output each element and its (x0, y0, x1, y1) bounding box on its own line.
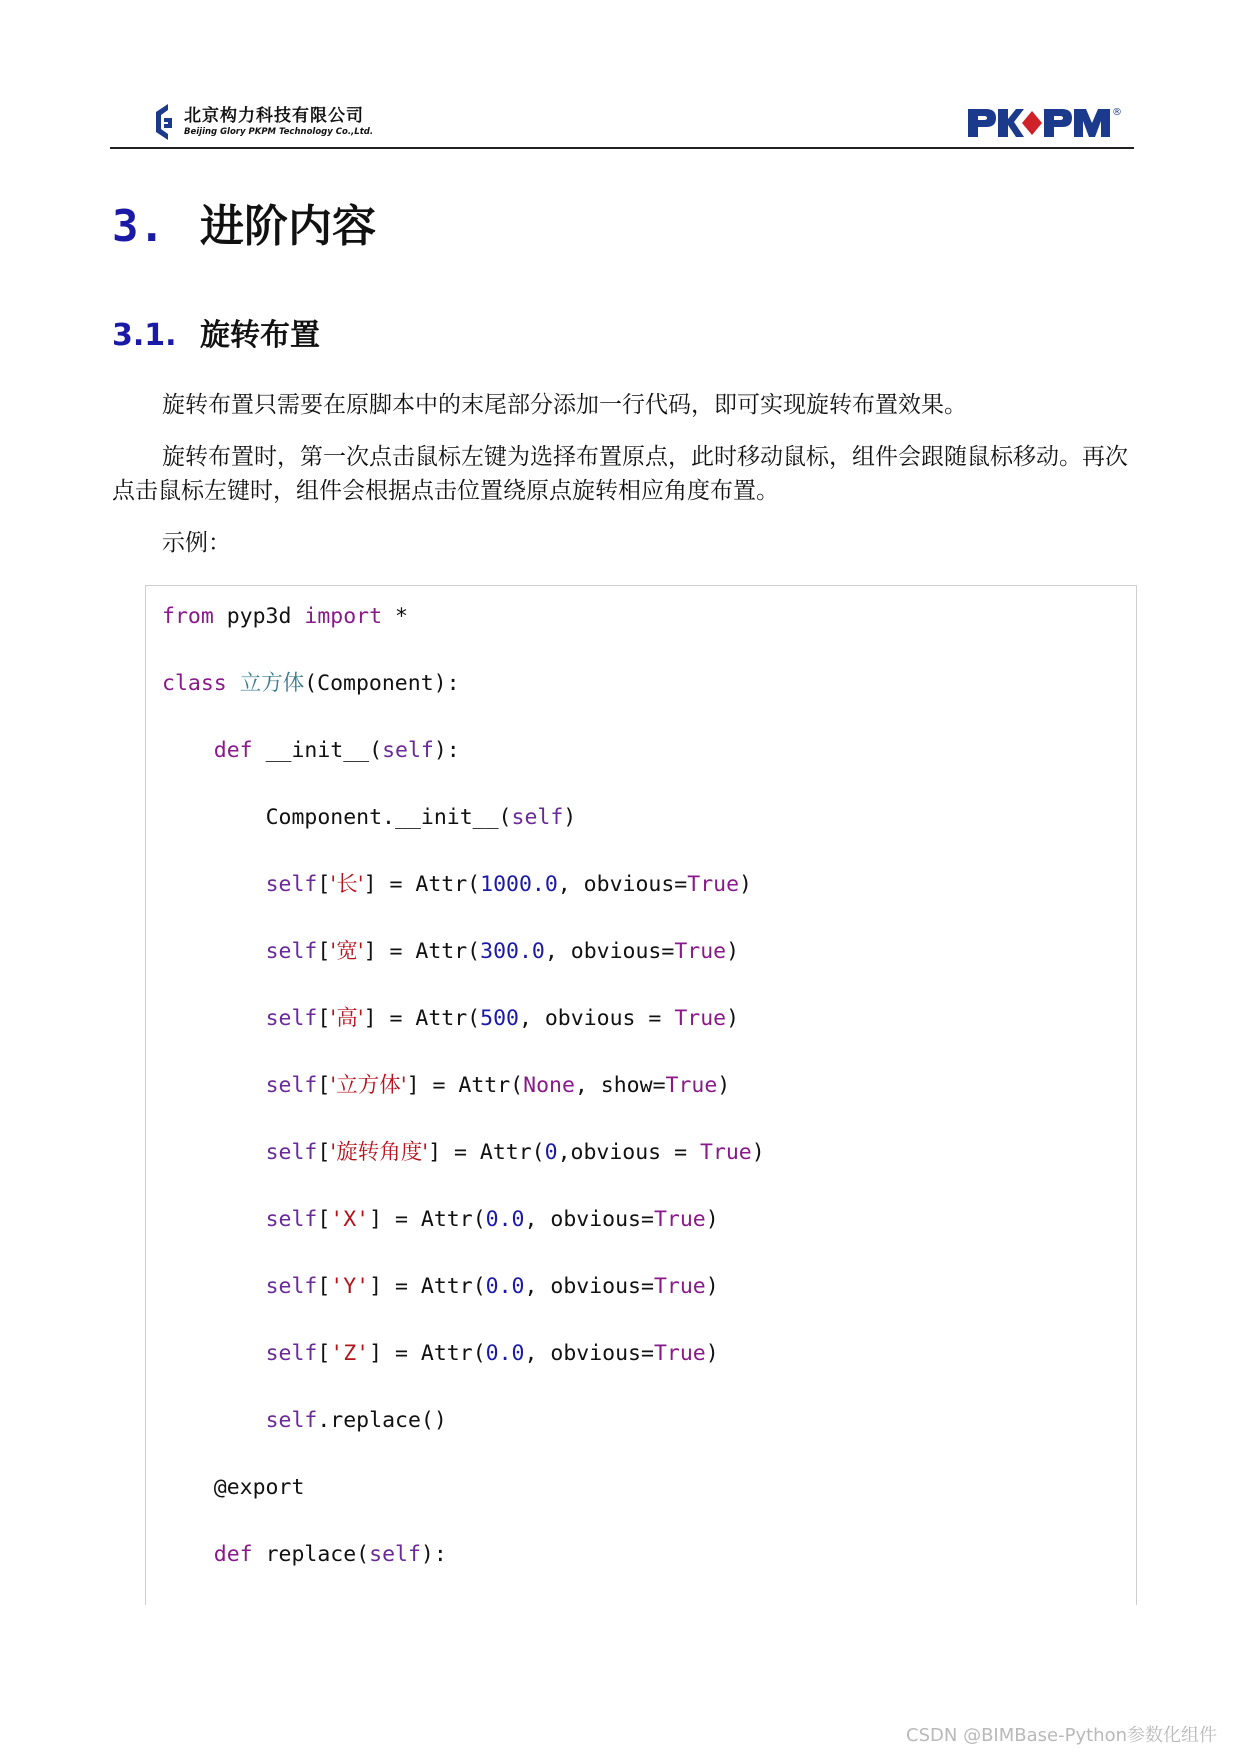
section-heading (112, 190, 376, 254)
company-logo (150, 101, 373, 143)
subsection-heading (112, 310, 320, 354)
paragraph-intro: 旋转布置只需要在原脚本中的末尾部分添加一行代码，即可实现旋转布置效果。 (162, 392, 967, 418)
subsection-number: 3.1. (112, 318, 177, 353)
paragraph-description: 旋转布置时，第一次点击鼠标左键为选择布置原点，此时移动鼠标，组件会跟随鼠标移动。再次点击鼠标左键时，组件会根据点击位置绕原点旋转相应角度布置。 (112, 444, 1128, 504)
registered-mark: ® (1112, 107, 1122, 118)
section-title: 进阶内容 (200, 201, 376, 252)
paragraph-example-label: 示例： (162, 530, 231, 556)
code-line: self['长'] = Attr(1000.0, obvious=True) (265, 872, 752, 897)
glory-logo-icon (150, 102, 176, 142)
code-line: @export (213, 1475, 305, 1500)
code-line: self.replace() (265, 1408, 447, 1433)
csdn-watermark: CSDN @BIMBase-Python参数化组件 (906, 1725, 1217, 1746)
code-line: self['宽'] = Attr(300.0, obvious=True) (265, 939, 740, 964)
code-line: self['Y'] = Attr(0.0, obvious=True) (265, 1274, 719, 1299)
code-line: self['Z'] = Attr(0.0, obvious=True) (265, 1341, 719, 1366)
subsection-title: 旋转布置 (200, 318, 320, 353)
code-line: class 立方体(Component): (162, 671, 460, 696)
company-name-cn: 北京构力科技有限公司 (184, 106, 364, 126)
code-line: from pyp3d import * (162, 604, 408, 629)
code-block (145, 585, 1137, 1605)
company-name-en: Beijing Glory PKPM Technology Co.,Ltd. (184, 127, 374, 137)
code-line: self['X'] = Attr(0.0, obvious=True) (265, 1207, 719, 1232)
section-number: 3. (112, 201, 165, 252)
code-line: Component.__init__(self) (265, 805, 577, 830)
page-header (110, 95, 1134, 149)
code-line: def replace(self): (213, 1542, 447, 1567)
code-line: def __init__(self): (213, 738, 460, 763)
code-line: self['高'] = Attr(500, obvious = True) (265, 1006, 740, 1031)
code-line: self['立方体'] = Attr(None, show=True) (265, 1073, 731, 1098)
code-line: self['旋转角度'] = Attr(0,obvious = True) (265, 1140, 765, 1165)
pkpm-brand-logo (964, 103, 1124, 141)
